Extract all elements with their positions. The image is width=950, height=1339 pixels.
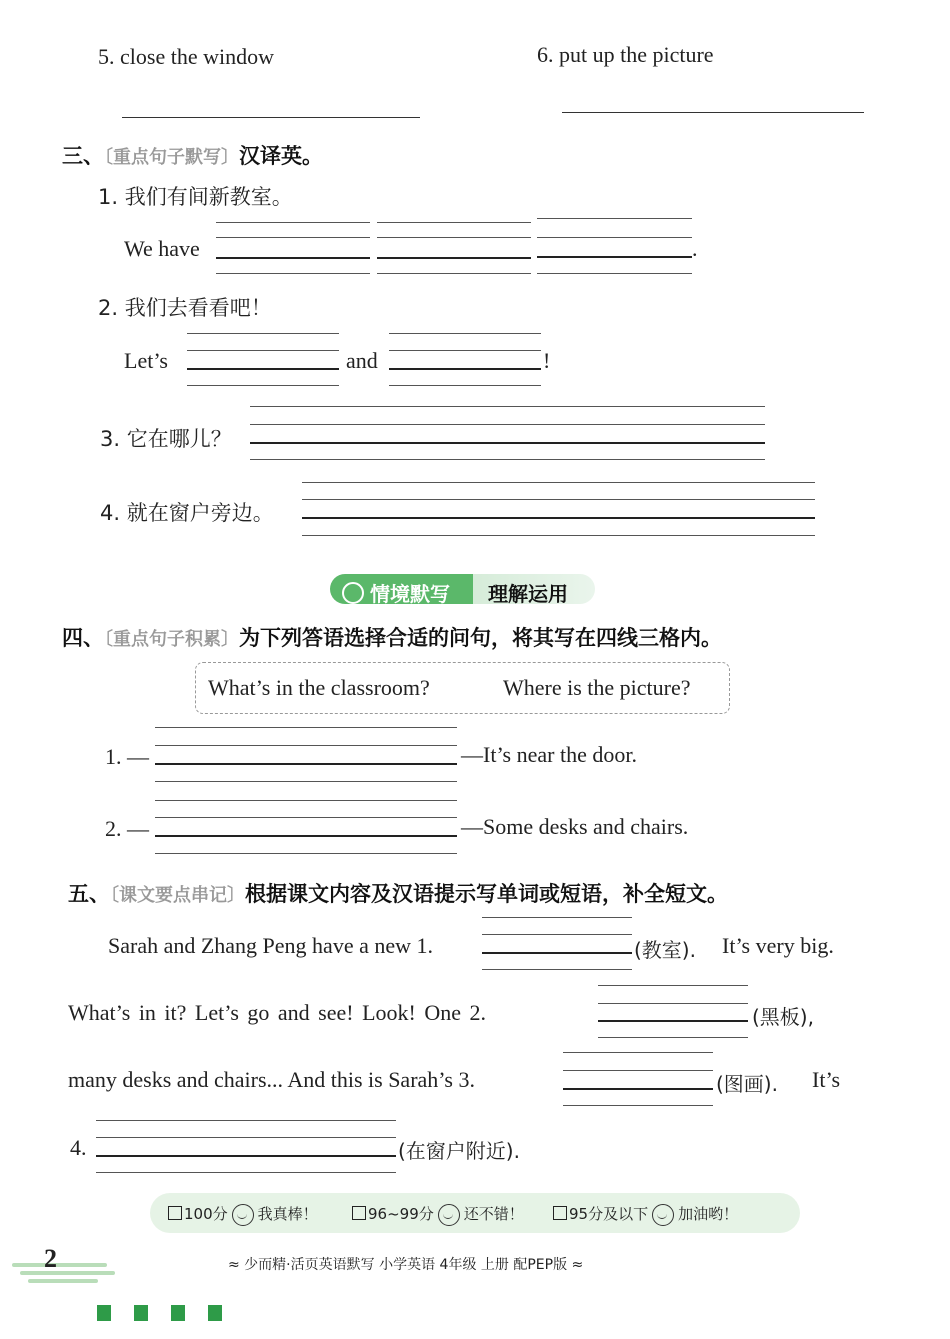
answer-question-line-2[interactable]: [155, 835, 457, 837]
answer-blank-word-2[interactable]: [389, 368, 541, 370]
four-line-grid: [377, 237, 531, 238]
passage-line-2a: What’s in it? Let’s go and see! Look! One 2.: [68, 1000, 487, 1025]
four-line-grid: [389, 350, 541, 351]
section-5-heading: 五、〔课文要点串记〕根据课文内容及汉语提示写单词或短语，补全短文。: [68, 882, 728, 906]
q4-1-label: 1. —: [105, 744, 149, 769]
four-line-grid: [389, 333, 541, 334]
q3-2-exclaim: !: [543, 348, 551, 373]
score-96-99[interactable]: 96~99分 还不错！: [352, 1203, 524, 1226]
hint-3: (图画).: [716, 1072, 778, 1096]
answer-line-6[interactable]: [562, 112, 864, 113]
q3-4-prompt: 4. 就在窗户旁边。: [100, 501, 274, 525]
passage-line-3b: It’s: [812, 1067, 841, 1092]
four-line-grid: [482, 934, 632, 935]
four-line-grid: [377, 222, 531, 223]
four-line-grid: [155, 817, 457, 818]
four-line-grid: [216, 273, 370, 274]
medal-icon: [342, 582, 364, 604]
q3-2-prefix: Let’s: [124, 348, 168, 373]
four-line-grid: [302, 535, 815, 536]
four-line-grid: [155, 727, 457, 728]
banner-right-label: 理解运用: [488, 582, 568, 606]
four-line-grid: [96, 1120, 396, 1121]
four-line-grid: [389, 385, 541, 386]
four-line-grid: [598, 1037, 748, 1038]
decor-square: [208, 1305, 222, 1321]
passage-line-4a: 4.: [70, 1135, 87, 1160]
four-line-grid: [537, 218, 692, 219]
hint-2: (黑板),: [752, 1005, 814, 1029]
four-line-grid: [563, 1105, 713, 1106]
q3-2-prompt: 2. 我们去看看吧！: [98, 296, 272, 320]
banner-left-label: 情境默写: [342, 578, 450, 607]
answer-blank-word-2[interactable]: [377, 257, 531, 259]
answer-sentence-line[interactable]: [250, 442, 765, 444]
four-line-grid: [155, 800, 457, 801]
four-line-grid: [537, 237, 692, 238]
four-line-grid: [598, 985, 748, 986]
four-line-grid: [187, 350, 339, 351]
answer-blank-word-1[interactable]: [187, 368, 339, 370]
answer-blank-word-1[interactable]: [216, 257, 370, 259]
blank-4-near-window[interactable]: [96, 1155, 396, 1157]
item-5-text: 5. close the window: [98, 44, 274, 69]
passage-line-1b: It’s very big.: [722, 933, 834, 958]
four-line-grid: [155, 781, 457, 782]
four-line-grid: [563, 1070, 713, 1071]
blank-1-classroom[interactable]: [482, 952, 632, 954]
four-line-grid: [537, 273, 692, 274]
score-95-below[interactable]: 95分及以下 加油哟！: [553, 1203, 738, 1226]
passage-line-1a: Sarah and Zhang Peng have a new 1.: [108, 933, 434, 958]
decor-wave: [12, 1263, 107, 1267]
four-line-grid: [482, 969, 632, 970]
four-line-grid: [598, 1003, 748, 1004]
four-line-grid: [302, 482, 815, 483]
passage-line-3a: many desks and chairs... And this is Sarah’s 3.: [68, 1067, 475, 1092]
four-line-grid: [155, 853, 457, 854]
happy-face-icon: [232, 1204, 254, 1226]
four-line-grid: [377, 273, 531, 274]
option-2: Where is the picture?: [503, 675, 691, 700]
answer-sentence-line[interactable]: [302, 517, 815, 519]
q3-1-prompt: 1. 我们有间新教室。: [98, 185, 293, 209]
blank-2-blackboard[interactable]: [598, 1020, 748, 1022]
q3-2-and: and: [346, 348, 378, 373]
q3-1-prefix: We have: [124, 236, 200, 261]
page-number: 2: [44, 1244, 57, 1273]
book-info: ≈ 少而精·活页英语默写 小学英语 4年级 上册 配PEP版 ≈: [228, 1257, 584, 1273]
decor-square: [134, 1305, 148, 1321]
checkbox-icon[interactable]: [168, 1206, 182, 1220]
score-100[interactable]: 100分 我真棒！: [168, 1203, 318, 1226]
option-1: What’s in the classroom?: [208, 675, 430, 700]
four-line-grid: [96, 1137, 396, 1138]
q4-1-answer: —It’s near the door.: [461, 742, 637, 767]
decor-wave: [20, 1271, 115, 1275]
four-line-grid: [155, 745, 457, 746]
four-line-grid: [563, 1052, 713, 1053]
four-line-grid: [302, 499, 815, 500]
four-line-grid: [187, 333, 339, 334]
section-4-heading: 四、〔重点句子积累〕为下列答语选择合适的问句，将其写在四线三格内。: [62, 626, 722, 650]
four-line-grid: [187, 385, 339, 386]
answer-question-line-1[interactable]: [155, 763, 457, 765]
section-3-heading: 三、〔重点句子默写〕汉译英。: [62, 144, 323, 168]
four-line-grid: [250, 406, 765, 407]
q4-2-label: 2. —: [105, 816, 149, 841]
four-line-grid: [482, 917, 632, 918]
item-6-text: 6. put up the picture: [537, 42, 714, 67]
q3-1-period: .: [692, 236, 698, 261]
checkbox-icon[interactable]: [553, 1206, 567, 1220]
answer-blank-word-3[interactable]: [537, 256, 692, 258]
decor-wave: [28, 1279, 98, 1283]
blank-3-picture[interactable]: [563, 1088, 713, 1090]
four-line-grid: [216, 222, 370, 223]
four-line-grid: [250, 424, 765, 425]
four-line-grid: [250, 459, 765, 460]
four-line-grid: [96, 1172, 396, 1173]
smile-face-icon: [438, 1204, 460, 1226]
q4-2-answer: —Some desks and chairs.: [461, 814, 689, 839]
hint-4: (在窗户附近).: [398, 1139, 520, 1163]
q3-3-prompt: 3. 它在哪儿？: [100, 427, 232, 451]
decor-square: [171, 1305, 185, 1321]
decor-square: [97, 1305, 111, 1321]
four-line-grid: [216, 237, 370, 238]
checkbox-icon[interactable]: [352, 1206, 366, 1220]
cheer-face-icon: [652, 1204, 674, 1226]
answer-line-5[interactable]: [122, 117, 420, 118]
hint-1: (教室).: [634, 938, 696, 962]
